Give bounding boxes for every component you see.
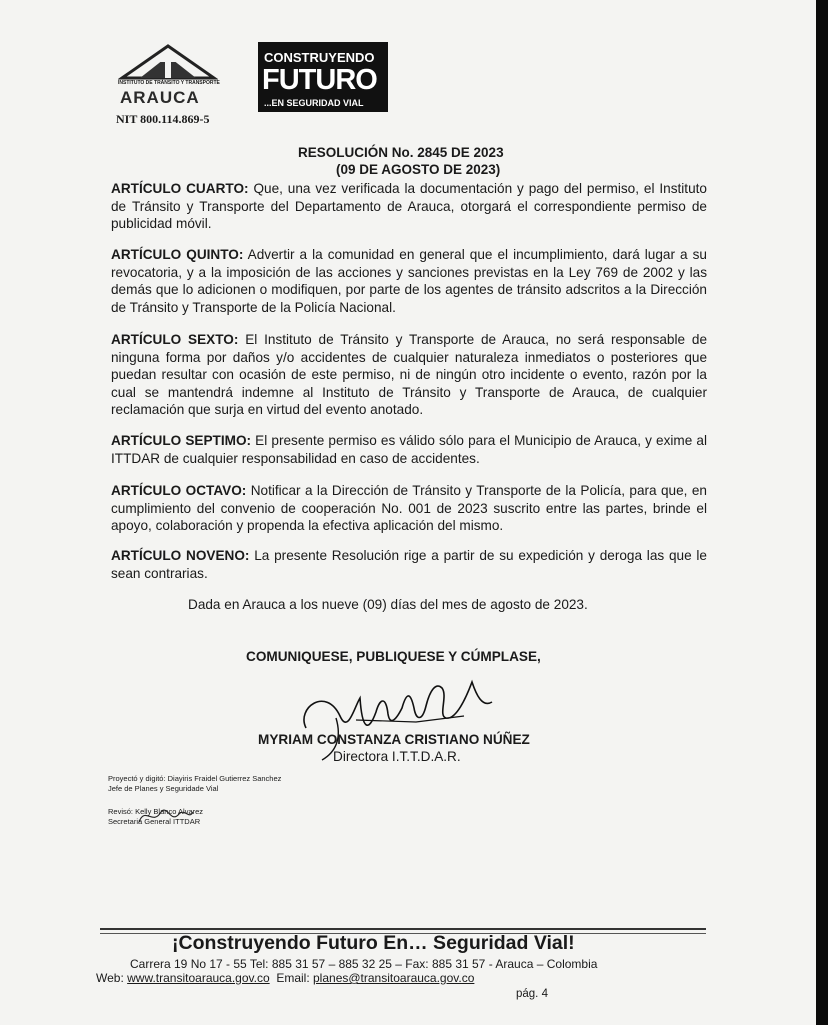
slogan-line-2: FUTURO [262,64,377,96]
web-label: Web: [96,971,128,985]
slogan-line-3: ...EN SEGURIDAD VIAL [264,98,364,108]
article-sexto [111,331,707,419]
page-number: pág. 4 [516,988,548,1000]
article-text: Advertir a la comunidad en general que el incumplimiento, dará lugar a su revocatoria, y a la imposición de las acciones y sanciones previstas en la Ley 769 de 2002 y las demás que lo adicionen o modifiquen, por parte de los agentes de tránsito adscritos a la Dirección de Tránsito y Transporte de la Policía Nacional. [111,247,707,315]
footer-slogan: ¡Construyendo Futuro En… Seguridad Vial! [172,932,575,954]
article-text: Notificar a la Dirección de Tránsito y Transporte de la Policía, para que, en cumplimiento del convenio de cooperación No. 001 de 2023 suscrito entre las partes, brinde el apoyo, colaboración y propenda la efectiva aplicación del mismo. [111,483,707,533]
article-quinto [111,246,707,316]
article-label: ARTÍCULO NOVENO: [111,548,250,563]
prepared-by [108,774,281,794]
footer-divider [100,928,706,930]
footer-contact [96,971,474,985]
scan-edge [816,0,828,1025]
nit-number: NIT 800.114.869-5 [116,112,210,126]
web-link[interactable]: www.transitoarauca.gov.co [127,971,270,985]
reviewed-by-role: Secretaria General ITTDAR [108,817,201,826]
article-text: La presente Resolución rige a partir de su expedición y deroga las que le sean contrarias. [111,548,707,581]
slogan-logo [258,42,388,112]
closing-formula: COMUNIQUESE, PUBLIQUESE Y CÚMPLASE, [246,649,541,664]
article-septimo [111,432,707,467]
issued-statement: Dada en Arauca a los nueve (09) días del mes de agosto de 2023. [188,597,588,612]
resolution-title: RESOLUCIÓN No. 2845 DE 2023 [298,145,504,160]
article-label: ARTÍCULO SEXTO: [111,332,239,347]
email-link[interactable]: planes@transitoarauca.gov.co [313,971,475,985]
signer-role: Directora I.T.T.D.A.R. [333,749,461,764]
article-cuarto [111,180,707,233]
article-label: ARTÍCULO SEPTIMO: [111,433,252,448]
initials-scribble-icon [135,802,195,830]
slogan-line-1: CONSTRUYENDO [264,50,375,65]
footer-address: Carrera 19 No 17 - 55 Tel: 885 31 57 – 885 32 25 – Fax: 885 31 57 - Arauca – Colombia [130,957,598,971]
resolution-date: (09 DE AGOSTO DE 2023) [336,162,501,177]
institute-city: ARAUCA [120,88,200,107]
article-label: ARTÍCULO OCTAVO: [111,483,247,498]
article-label: ARTÍCULO QUINTO: [111,247,244,262]
reviewed-by-name: Revisó: Kelly Blanco Alvarez [108,807,204,816]
email-label: Email: [276,971,313,985]
prepared-by-name: Proyectó y digitó: Diayiris Fraidel Gutierrez Sanchez [108,774,282,783]
transit-sign-icon [118,42,218,82]
institute-logo [118,42,218,110]
institute-name: INSTITUTO DE TRÁNSITO Y TRANSPORTE [118,80,220,86]
article-text: El presente permiso es válido sólo para el Municipio de Arauca, y exime al ITTDAR de cualquier responsabilidad en caso de accidentes. [111,433,707,466]
article-label: ARTÍCULO CUARTO: [111,181,249,196]
article-text: El Instituto de Tránsito y Transporte de Arauca, no será responsable de ninguna forma por daños y/o accidentes de cualquier naturaleza inmediatos o posteriores que puedan resultar con ocasión de este permiso, ni de ningún otro incidente o evento, razón por la cual se mantendrá indemne al Instituto de Tránsito y Transporte de Arauca, de cualquier reclamación que surja en virtud del evento anotado. [111,332,707,417]
prepared-by-role: Jefe de Planes y Seguridade Vial [108,784,219,793]
article-octavo [111,482,707,535]
article-noveno [111,547,707,582]
article-text: Que, una vez verificada la documentación y pago del permiso, el Instituto de Tránsito y Transporte del Departamento de Arauca, otorgará el correspondiente permiso de publicidad móvil. [111,181,707,231]
signer-name: MYRIAM CONSTANZA CRISTIANO NÚÑEZ [258,732,530,747]
